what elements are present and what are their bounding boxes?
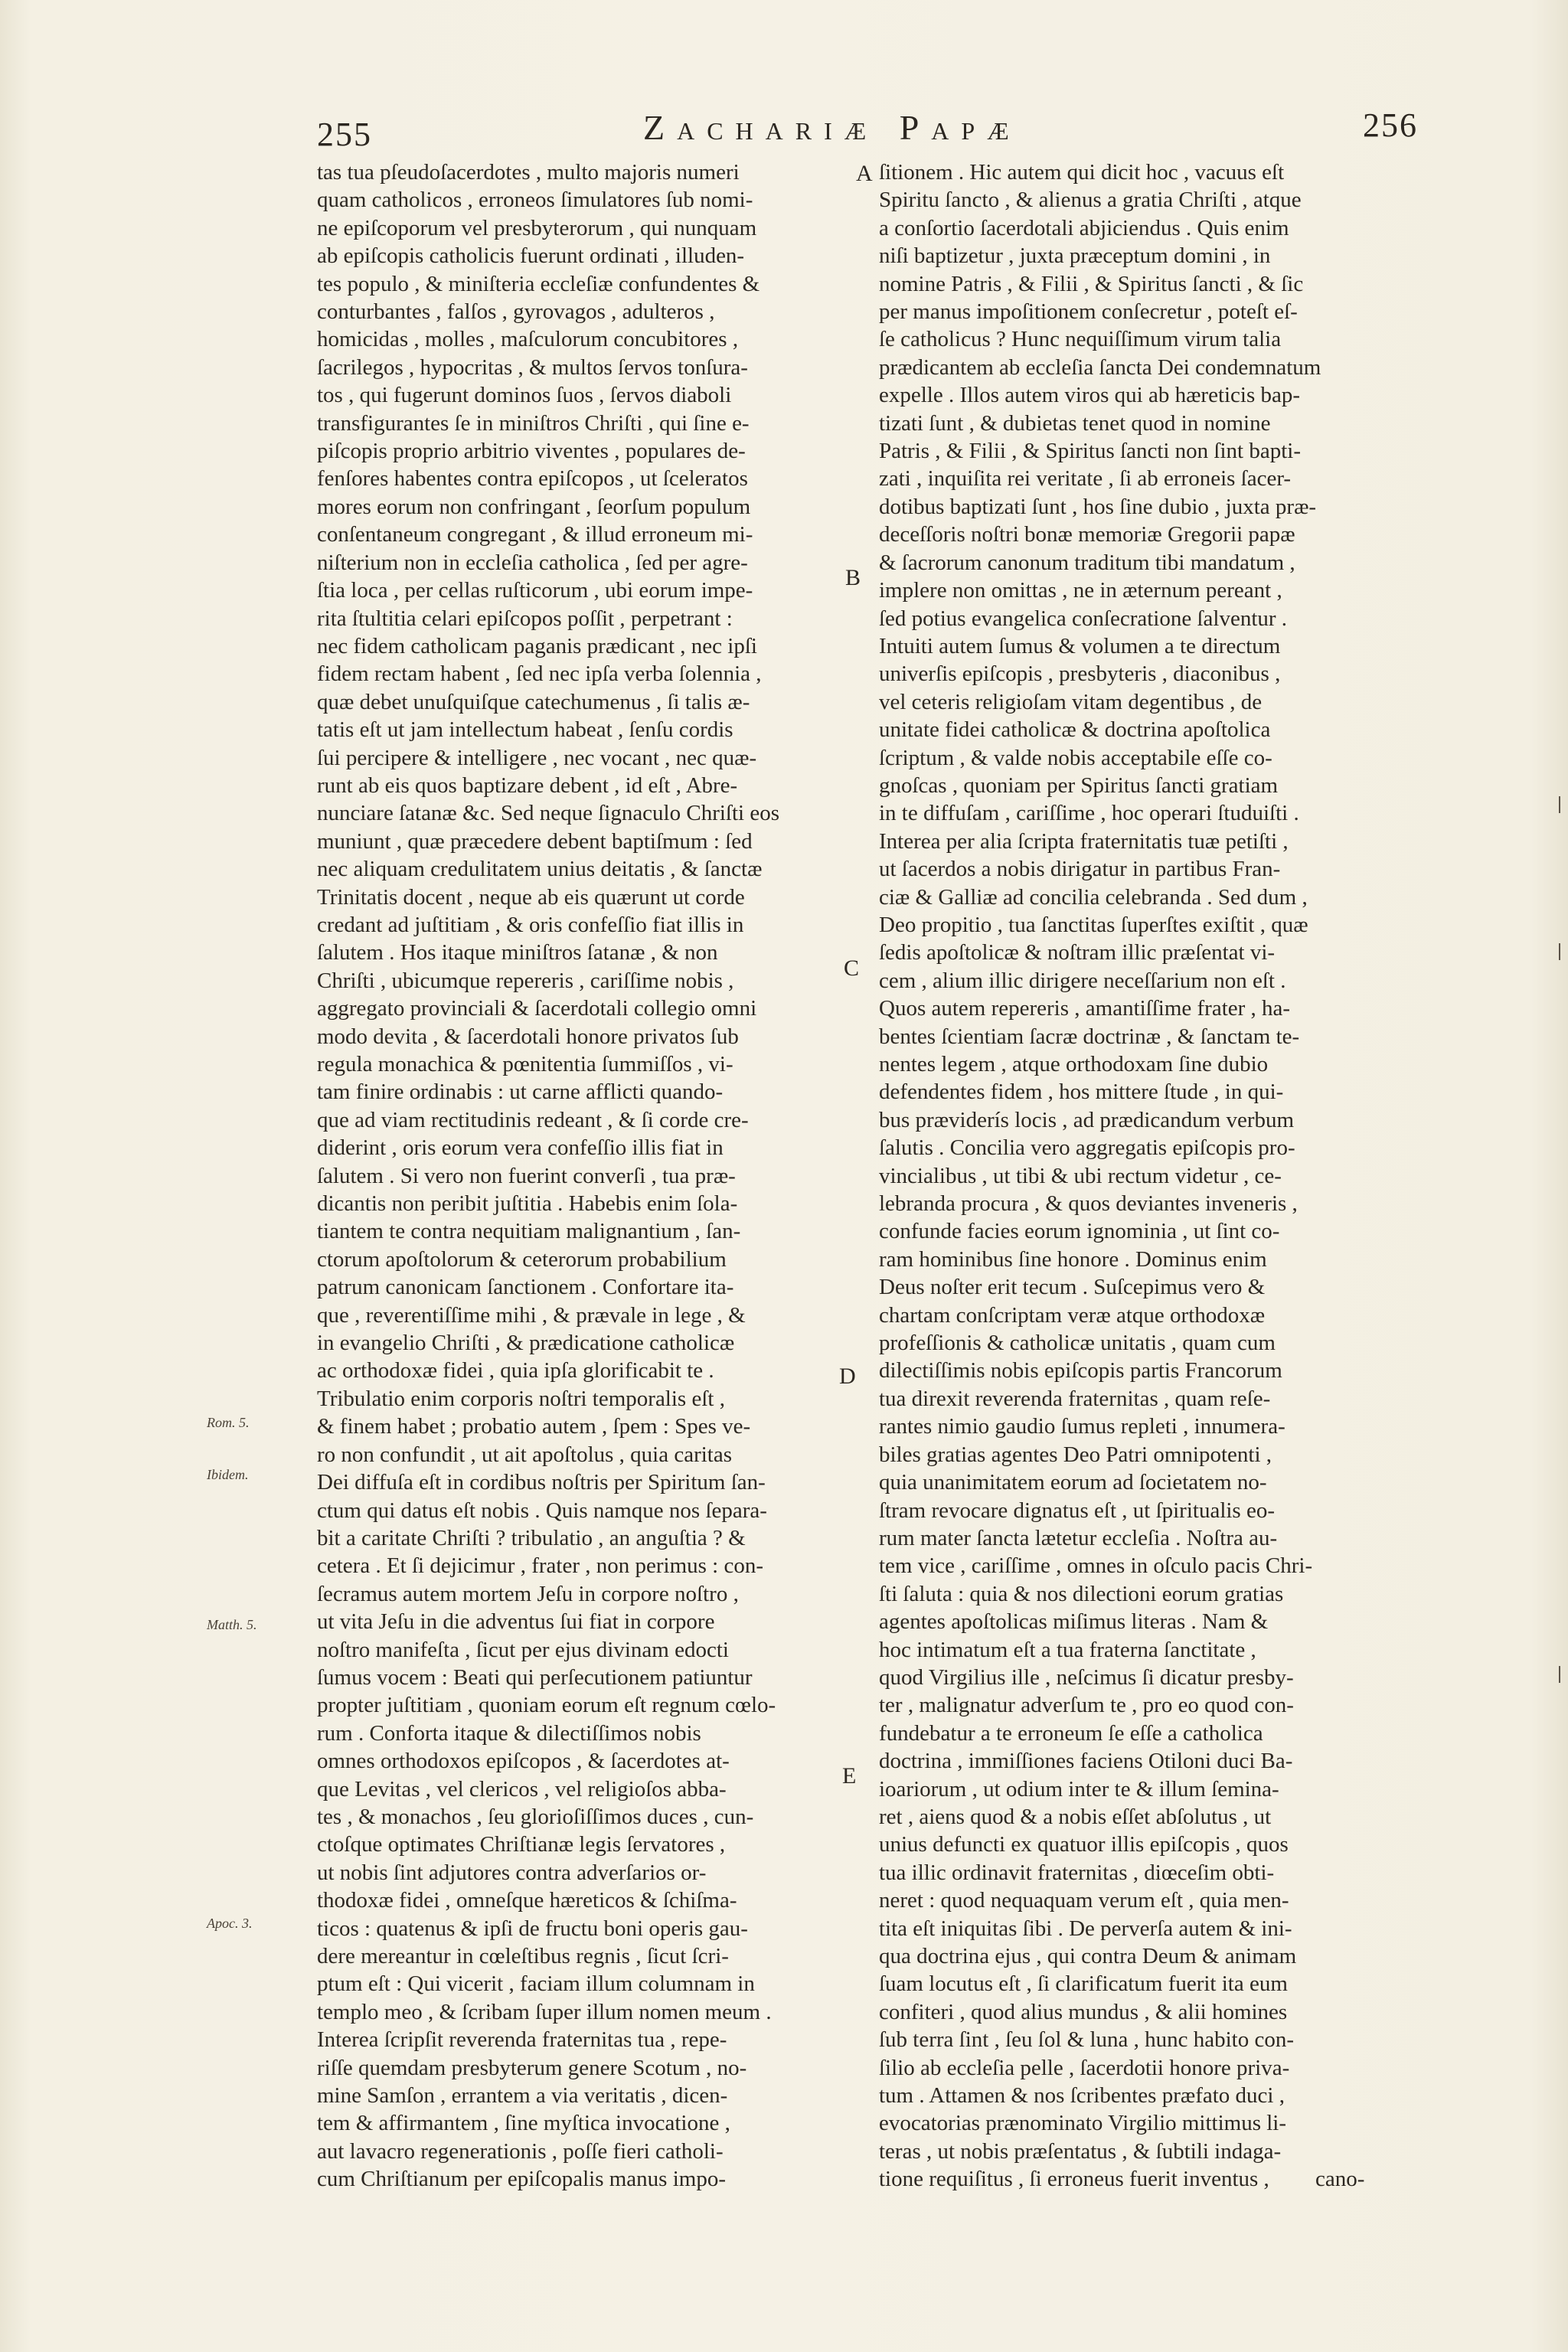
text-line: patrum canonicam ſanctionem . Confortare ita- [317, 1275, 734, 1300]
text-line: ret , aiens quod & a nobis eſſet abſolutus , ut [879, 1804, 1272, 1829]
text-line: tem vice , cariſſime , omnes in oſculo pacis Chri- [879, 1553, 1313, 1579]
text-line: qua doctrina ejus , qui contra Deum & animam [879, 1944, 1297, 1968]
text-line: ut vita Jeſu in die adventus ſui fiat in corpore [317, 1609, 715, 1635]
text-line: prædicantem ab eccleſia ſancta Dei condemnatum [879, 354, 1321, 380]
text-line: ſcriptum , & valde nobis acceptabile eſſe co- [879, 745, 1272, 770]
text-line: vincialibus , ut tibi & ubi rectum videtur , ce- [879, 1163, 1282, 1188]
text-line: muniunt , quæ præcedere debent baptiſmum : ſed [317, 828, 753, 854]
text-line: quia unanimitatem eorum ad ſocietatem no- [879, 1470, 1267, 1495]
text-line: ne epiſcoporum vel presbyterorum , qui nunquam [317, 215, 757, 240]
text-line: bit a caritate Chriſti ? tribulatio , an anguſtia ? & [317, 1525, 746, 1550]
text-line: ioariorum , ut odium inter te & illum ſemina- [879, 1776, 1279, 1802]
text-line: evocatorias prænominato Virgilio mittimus li- [879, 2111, 1287, 2136]
text-line: quæ debet unuſquiſque catechumenus , ſi talis æ- [317, 689, 750, 714]
text-line: tes populo , & miniſteria eccleſiæ confundentes & [317, 271, 760, 296]
text-line: ptum eſt : Qui vicerit , faciam illum columnam in [317, 1971, 755, 1997]
text-line: piſcopis proprio arbitrio viventes , populares de- [317, 439, 746, 464]
margin-note-apoc: Apoc. 3. [207, 1916, 253, 1931]
text-line: ſitionem . Hic autem qui dicit hoc , vacuus eſt [879, 160, 1285, 185]
section-marker-c: C [844, 956, 860, 981]
section-marker-e: E [842, 1763, 857, 1788]
text-line: nec aliquam credulitatem unius deitatis , & ſanctæ [317, 857, 763, 882]
text-line: ſti ſaluta : quia & nos dilectioni eorum gratias [879, 1581, 1284, 1606]
text-line: conturbantes , falſos , gyrovagos , adulteros , [317, 299, 715, 325]
text-line: defendentes fidem , hos mittere ſtude , in qui- [879, 1080, 1284, 1105]
text-line: propter juſtitiam , quoniam eorum eſt regnum cœlo- [317, 1693, 776, 1718]
text-line: ter , malignatur adverſum te , pro eo quod con- [879, 1693, 1294, 1718]
text-line: dilectiſſimis nobis epiſcopis partis Francorum [879, 1358, 1282, 1383]
text-line: per manus impoſitionem conſecretur , poteſt eſ- [879, 299, 1298, 325]
text-line: ſub terra ſint , ſeu ſol & luna , hunc habito con- [879, 2027, 1295, 2053]
text-line: profeſſionis & catholicæ unitatis , quam cum [879, 1331, 1276, 1356]
text-line: rum . Conforta itaque & dilectiſſimos nobis [317, 1720, 701, 1746]
text-line: transfigurantes ſe in miniſtros Chriſti , qui ſine e- [317, 410, 750, 436]
margin-note-matth: Matth. 5. [207, 1617, 257, 1632]
text-line: chartam conſcriptam veræ atque orthodoxæ [879, 1302, 1266, 1328]
text-line: lebranda procura , & quos deviantes inveneris , [879, 1191, 1298, 1217]
text-line: ſtia loca , per cellas ruſticorum , ubi eorum impe- [317, 578, 753, 603]
text-line: Tribulatio enim corporis noſtri temporalis eſt , [317, 1386, 725, 1411]
text-line: & finem habet ; probatio autem , ſpem : Spes ve- [317, 1414, 751, 1439]
text-line: fundebatur a te erroneum ſe eſſe a catholica [879, 1720, 1263, 1746]
text-line: rita ſtultitia celari epiſcopos poſſit , perpetrant : [317, 606, 733, 631]
text-line: ſtram revocare dignatus eſt , ut ſpiritualis eo- [879, 1498, 1276, 1523]
text-line: rantes nimio gaudio ſumus repleti , innumera- [879, 1414, 1285, 1439]
text-line: credant ad juſtitiam , & oris confeſſio fiat illis in [317, 912, 744, 937]
text-line: ſed potius evangelica conſecratione ſalventur . [879, 606, 1288, 631]
text-line: nentes legem , atque orthodoxam ſine dubio [879, 1052, 1269, 1076]
text-line: unius defuncti ex quatuor illis epiſcopis , quos [879, 1832, 1289, 1857]
text-line: cetera . Et ſi dejicimur , frater , non perimus : con- [317, 1553, 764, 1579]
running-title: Zachariæ Papæ [643, 108, 1021, 147]
text-line: cum Chriſtianum per epiſcopalis manus impo- [317, 2167, 726, 2192]
text-line: homicidas , molles , maſculorum concubitores , [317, 327, 739, 352]
text-line: aut lavacro regenerationis , poſſe fieri catholi- [317, 2138, 724, 2164]
text-line: tua direxit reverenda fraternitas , quam reſe- [879, 1386, 1271, 1411]
text-line: mine Samſon , errantem a via veritatis , dicen- [317, 2083, 728, 2109]
text-line: regula monachica & pœnitentia ſummiſſos , vi- [317, 1052, 733, 1076]
text-line: ſalutis . Concilia vero aggregatis epiſcopis pro- [879, 1135, 1295, 1161]
text-line: tione requiſitus , ſi erroneus fuerit inventus , [879, 2167, 1269, 2192]
margin-note-rom: Rom. 5. [207, 1415, 250, 1430]
text-line: riſſe quemdam presbyterum genere Scotum , no- [317, 2055, 747, 2080]
text-line: tam finire ordinabis : ut carne afflicti quando- [317, 1080, 724, 1105]
text-line: que Levitas , vel clericos , vel religioſos abba- [317, 1776, 727, 1802]
right-text-column [879, 158, 1407, 2194]
text-line: que ad viam rectitudinis redeant , & ſi corde cre- [317, 1107, 749, 1132]
text-line: vel ceteris religioſam vitam degentibus , de [879, 689, 1263, 714]
text-line: neret : quod nequaquam verum eſt , quia men- [879, 1888, 1289, 1913]
text-line: modo devita , & ſacerdotali honore privatos ſub [317, 1024, 739, 1049]
text-line: Intuiti autem ſumus & volumen a te directum [879, 633, 1281, 658]
text-line: dere mereantur in cœleſtibus regnis , ſicut ſcri- [317, 1944, 729, 1968]
text-line: conſentaneum congregant , & illud erroneum mi- [317, 522, 753, 547]
text-line: noſtro manifeſta , ſicut per ejus divinam edocti [317, 1637, 729, 1662]
text-line: que , reverentiſſime mihi , & prævale in lege , & [317, 1302, 746, 1328]
text-line: ſedis apoſtolicæ & noſtram illic præſentat vi- [879, 940, 1276, 965]
text-line: cem , alium illic dirigere neceſſarium non eſt . [879, 968, 1286, 993]
text-line: tem & affirmantem , ſine myſtica invocatione , [317, 2111, 730, 2136]
text-line: ſe catholicus ? Hunc nequiſſimum virum talia [879, 327, 1282, 352]
text-line: Patris , & Filii , & Spiritus ſancti non ſint bapti- [879, 439, 1301, 464]
text-line: ctorum apoſtolorum & ceterorum probabilium [317, 1246, 727, 1272]
text-line: nec fidem catholicam paganis prædicant , nec ipſi [317, 633, 757, 658]
text-line: Trinitatis docent , neque ab eis quærunt ut corde [317, 884, 745, 910]
text-line: Spiritu ſancto , & alienus a gratia Chriſti , atque [879, 188, 1302, 213]
text-line: ſumus vocem : Beati qui perſecutionem patiuntur [317, 1664, 753, 1690]
text-line: Chriſti , ubicumque repereris , cariſſime nobis , [317, 968, 734, 993]
text-line: Quos autem repereris , amantiſſime frater , ha- [879, 996, 1291, 1021]
text-line: fenſores habentes contra epiſcopos , ut ſceleratos [317, 466, 748, 492]
text-line: ab epiſcopis catholicis fuerunt ordinati , illuden- [317, 243, 745, 269]
text-line: ut nobis ſint adjutores contra adverſarios or- [317, 1860, 707, 1885]
page-number-right: 256 [1363, 106, 1418, 144]
section-marker-d: D [839, 1364, 856, 1389]
section-marker-b: B [845, 565, 861, 590]
text-line: Dei diffuſa eſt in cordibus noſtris per Spiritum ſan- [317, 1470, 766, 1495]
edge-mark [1559, 1666, 1560, 1683]
edge-mark [1559, 943, 1560, 960]
text-line: nunciare ſatanæ &c. Sed neque ſignaculo Chriſti eos [317, 801, 780, 826]
text-line: tua illic ordinavit fraternitas , diœceſim obti- [879, 1860, 1275, 1885]
text-line: quod Virgilius ille , neſcimus ſi dicatur presby- [879, 1664, 1294, 1690]
page-number-left: 255 [317, 116, 372, 153]
text-line: thodoxæ fidei , omneſque hæreticos & ſchiſma- [317, 1888, 737, 1913]
text-line: quam catholicos , erroneos ſimulatores ſub nomi- [317, 188, 753, 213]
text-line: niſterium non in eccleſia catholica , ſed per agre- [317, 550, 748, 575]
text-line: ac orthodoxæ fidei , quia ipſa glorificabit te . [317, 1358, 714, 1383]
text-line: doctrina , immiſſiones faciens Otiloni duci Ba- [879, 1749, 1293, 1774]
text-line: tizati ſunt , & dubietas tenet quod in nomine [879, 410, 1271, 436]
text-line: mores eorum non confringant , ſeorſum populum [317, 494, 751, 519]
text-line: ſalutem . Si vero non fuerint converſi , tua præ- [317, 1163, 736, 1188]
text-line: gnoſcas , quoniam per Spiritus ſancti gratiam [879, 773, 1279, 798]
left-text-column [317, 158, 845, 2194]
text-line: zati , inquiſita rei veritate , ſi ab erroneis ſacer- [879, 466, 1292, 492]
catchword: cano- [1315, 2167, 1365, 2191]
text-line: ſui percipere & intelligere , nec vocant , nec quæ- [317, 745, 757, 770]
text-line: bus præviderís locis , ad prædicandum verbum [879, 1107, 1295, 1132]
text-line: deceſſoris noſtri bonæ memoriæ Gregorii papæ [879, 522, 1295, 547]
text-line: in evangelio Chriſti , & prædicatione catholicæ [317, 1331, 735, 1356]
text-line: expelle . Illos autem viros qui ab hæreticis bap- [879, 383, 1301, 408]
text-line: niſi baptizetur , juxta præceptum domini , in [879, 243, 1271, 269]
text-line: ro non confundit , ut ait apoſtolus , quia caritas [317, 1442, 733, 1467]
text-line: ſalutem . Hos itaque miniſtros ſatanæ , & non [317, 940, 718, 965]
text-line: confunde facies eorum ignominia , ut ſint co- [879, 1219, 1280, 1244]
text-line: ſuam locutus eſt , ſi clarificatum fuerit ita eum [879, 1971, 1288, 1997]
text-line: a conſortio ſacerdotali abjiciendus . Quis enim [879, 215, 1289, 240]
text-line: in te diffuſam , cariſſime , hoc operari ſtuduiſti . [879, 801, 1299, 826]
text-line: ciæ & Galliæ ad concilia celebranda . Sed dum , [879, 884, 1308, 910]
text-line: bentes ſcientiam ſacræ doctrinæ , & ſanctam te- [879, 1024, 1300, 1049]
text-line: Interea ſcripſit reverenda fraternitas tua , repe- [317, 2027, 727, 2053]
text-line: tiantem te contra nequitiam malignantium , ſan- [317, 1219, 741, 1244]
text-line: tita eſt iniquitas ſibi . De perverſa autem & ini- [879, 1916, 1292, 1941]
text-line: Deo propitio , tua ſanctitas ſuperſtes exiſtit , quæ [879, 912, 1308, 937]
text-line: ctoſque optimates Chriſtianæ legis ſervatores , [317, 1832, 726, 1857]
text-line: ut ſacerdos a nobis dirigatur in partibus Fran- [879, 857, 1281, 882]
text-line: rum mater ſancta lætetur eccleſia . Noſtra au- [879, 1525, 1278, 1550]
text-line: tos , qui fugerunt dominos ſuos , ſervos diaboli [317, 383, 732, 408]
text-line: ſacrilegos , hypocritas , & multos ſervos tonſura- [317, 354, 748, 380]
text-line: tas tua pſeudoſacerdotes , multo majoris numeri [317, 160, 740, 185]
text-line: ſecramus autem mortem Jeſu in corpore noſtro , [317, 1581, 739, 1606]
text-line: Interea per alia ſcripta fraternitatis tuæ petiſti , [879, 828, 1289, 854]
text-line: tatis eſt ut jam intellectum habeat , ſenſu cordis [317, 717, 733, 743]
text-line: agentes apoſtolicas miſimus literas . Nam & [879, 1609, 1269, 1635]
text-line: dicantis non peribit juſtitia . Habebis enim ſola- [317, 1191, 738, 1217]
text-line: unitate fidei catholicæ & doctrina apoſtolica [879, 717, 1271, 743]
text-line: aggregato provinciali & ſacerdotali collegio omni [317, 996, 757, 1021]
margin-note-ibidem: Ibidem. [207, 1467, 249, 1482]
text-line: ſilio ab eccleſia pelle , ſacerdotii honore priva- [879, 2055, 1290, 2080]
text-line: fidem rectam habent , ſed nec ipſa verba ſolennia , [317, 662, 762, 687]
text-line: confiteri , quod alius mundus , & alii homines [879, 1999, 1288, 2024]
text-line: tes , & monachos , ſeu glorioſiſſimos duces , cun- [317, 1804, 754, 1829]
text-line: diderint , oris eorum vera confeſſio illis fiat in [317, 1135, 724, 1161]
text-line: hoc intimatum eſt a tua fraterna ſanctitate , [879, 1637, 1256, 1662]
text-line: & ſacrorum canonum traditum tibi mandatum , [879, 550, 1295, 575]
text-line: omnes orthodoxos epiſcopos , & ſacerdotes at- [317, 1749, 730, 1774]
text-line: tum . Attamen & nos ſcribentes præfato duci , [879, 2083, 1285, 2109]
text-line: dotibus baptizati ſunt , hos ſine dubio , juxta præ- [879, 494, 1317, 519]
text-line: ctum qui datus eſt nobis . Quis namque nos ſepara- [317, 1498, 767, 1523]
text-line: univerſis epiſcopis , presbyteris , diaconibus , [879, 662, 1281, 687]
text-line: biles gratias agentes Deo Patri omnipotenti , [879, 1442, 1272, 1467]
text-line: templo meo , & ſcribam ſuper illum nomen meum . [317, 1999, 772, 2024]
text-line: ticos : quatenus & ipſi de fructu boni operis gau- [317, 1916, 748, 1941]
edge-mark [1559, 796, 1560, 813]
text-line: runt ab eis quos baptizare debent , id eſt , Abre- [317, 773, 738, 798]
text-line: ram hominibus ſine honore . Dominus enim [879, 1246, 1267, 1272]
text-line: nomine Patris , & Filii , & Spiritus ſancti , & ſic [879, 271, 1304, 296]
text-line: Deus noſter erit tecum . Suſcepimus vero & [879, 1275, 1266, 1300]
text-line: teras , ut nobis præſentatus , & ſubtili indaga- [879, 2138, 1282, 2164]
section-marker-a: A [856, 161, 873, 186]
text-line: implere non omittas , ne in æternum pereant , [879, 578, 1282, 603]
